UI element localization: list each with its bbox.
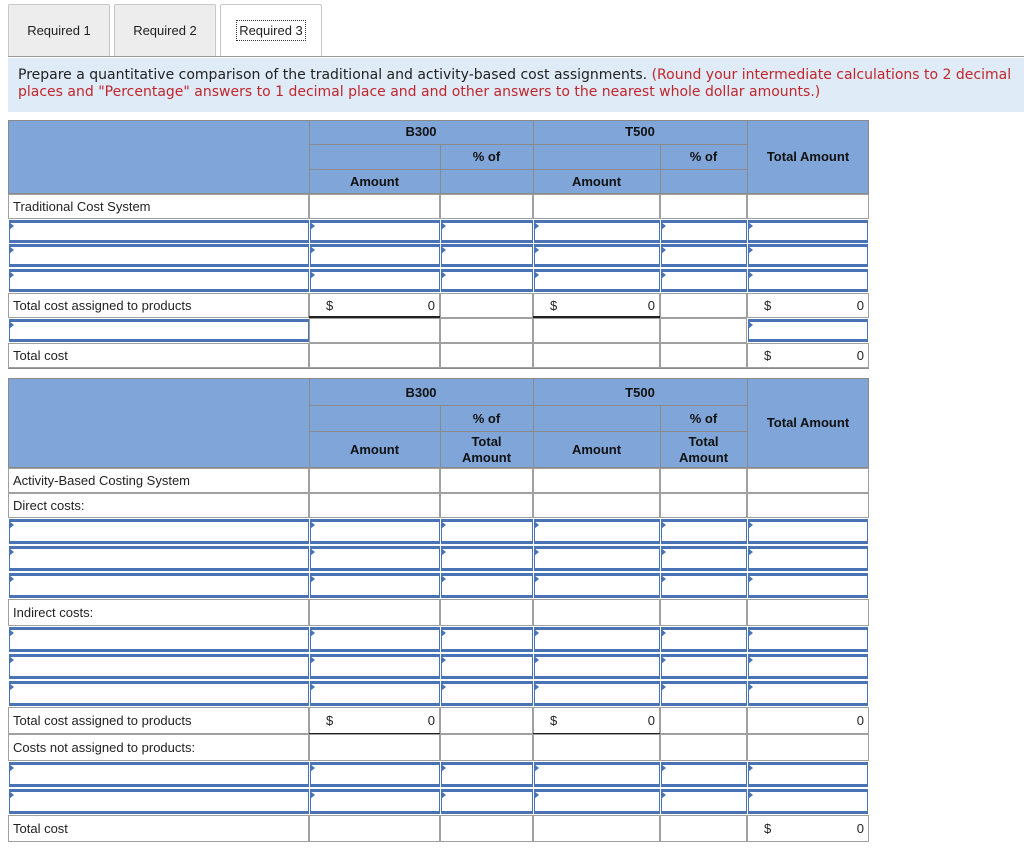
b300-pct-input[interactable] xyxy=(441,654,533,679)
empty-cell xyxy=(309,493,440,518)
t500-pct-input[interactable] xyxy=(661,627,747,652)
b300-amount-input[interactable] xyxy=(310,654,440,679)
b300-pct-input[interactable] xyxy=(441,573,533,598)
currency-symbol: $ xyxy=(764,821,772,836)
empty-cell xyxy=(440,343,533,368)
total-amount-input[interactable] xyxy=(748,627,868,652)
t500-amount-input[interactable] xyxy=(534,244,660,267)
t500-amount-header: Amount xyxy=(571,442,622,457)
cost-label-input[interactable] xyxy=(9,319,309,342)
total-cost-cell xyxy=(747,815,869,842)
cost-label-input[interactable] xyxy=(9,519,309,544)
b300-pct-input[interactable] xyxy=(441,244,533,267)
total-amount-input[interactable] xyxy=(748,269,868,292)
t500-amount-header: Amount xyxy=(571,174,622,189)
empty-cell xyxy=(309,318,440,343)
empty-cell xyxy=(440,468,533,493)
t500-total-value: 0 xyxy=(647,298,655,313)
tab-required-3[interactable] xyxy=(220,4,322,56)
cost-label-input[interactable] xyxy=(9,546,309,571)
empty-cell xyxy=(747,734,869,761)
empty-cell xyxy=(440,815,533,842)
empty-cell xyxy=(660,343,747,368)
t500-pct-input[interactable] xyxy=(661,519,747,544)
header-divider xyxy=(309,431,747,432)
empty-cell xyxy=(660,468,747,493)
empty-cell xyxy=(533,468,660,493)
b300-amount-input[interactable] xyxy=(310,546,440,571)
grand-total-cell xyxy=(747,293,869,318)
t500-total-cell xyxy=(533,293,660,318)
total-amount-header: Total Amount xyxy=(766,149,850,164)
b300-total-value: 0 xyxy=(427,713,435,728)
total-amount-header: Total Amount xyxy=(766,415,850,430)
empty-cell xyxy=(660,194,747,219)
cost-label-input[interactable] xyxy=(9,762,309,787)
b300-pct-input[interactable] xyxy=(441,681,533,706)
t500-pct-total-header xyxy=(660,434,747,466)
b300-amount-input[interactable] xyxy=(310,627,440,652)
empty-cell xyxy=(440,734,533,761)
b300-pct-input[interactable] xyxy=(441,627,533,652)
tab-required-2[interactable] xyxy=(114,4,216,56)
t500-pct-header: % of xyxy=(689,149,718,164)
empty-cell xyxy=(309,343,440,368)
t500-pct-input[interactable] xyxy=(661,244,747,267)
total-cost-value: 0 xyxy=(856,348,864,363)
total-amount-input[interactable] xyxy=(748,319,868,342)
instruction-text: Prepare a quantitative comparison of the traditional and activity-based cost assignments. xyxy=(18,67,648,83)
pct-total-line-1: Total xyxy=(471,434,502,449)
b300-pct-total-header xyxy=(440,434,533,466)
empty-cell xyxy=(660,599,747,626)
b300-pct-input[interactable] xyxy=(441,762,533,787)
cost-label-input[interactable] xyxy=(9,789,309,814)
row-divider xyxy=(8,368,869,369)
grand-total-value: 0 xyxy=(856,713,864,728)
empty-cell xyxy=(533,343,660,368)
empty-cell xyxy=(660,815,747,842)
t500-pct-input[interactable] xyxy=(661,762,747,787)
costs-not-assigned-label: Costs not assigned to products: xyxy=(13,740,196,755)
b300-amount-input[interactable] xyxy=(310,269,440,292)
empty-cell xyxy=(440,194,533,219)
traditional-system-label: Traditional Cost System xyxy=(13,199,151,214)
empty-cell xyxy=(747,194,869,219)
t500-amount-input[interactable] xyxy=(534,654,660,679)
t500-header: T500 xyxy=(625,124,655,139)
empty-cell xyxy=(747,599,869,626)
t500-pct-input[interactable] xyxy=(661,220,747,243)
instruction-box xyxy=(8,58,1024,112)
currency-symbol: $ xyxy=(764,298,772,313)
label-cell xyxy=(8,293,309,318)
t500-amount-input[interactable] xyxy=(534,220,660,243)
t500-amount-input[interactable] xyxy=(534,681,660,706)
tab-divider xyxy=(8,56,1024,57)
empty-cell xyxy=(533,318,660,343)
label-cell xyxy=(8,194,309,219)
empty-cell xyxy=(440,707,533,734)
pct-total-line-2: Amount xyxy=(678,450,729,465)
empty-cell xyxy=(660,293,747,318)
total-amount-input[interactable] xyxy=(748,762,868,787)
t500-pct-input[interactable] xyxy=(661,654,747,679)
empty-cell xyxy=(309,815,440,842)
empty-cell xyxy=(440,293,533,318)
label-cell xyxy=(8,343,309,368)
total-amount-input[interactable] xyxy=(748,244,868,267)
b300-amount-input[interactable] xyxy=(310,519,440,544)
empty-cell xyxy=(747,493,869,518)
total-amount-input[interactable] xyxy=(748,546,868,571)
empty-cell xyxy=(660,493,747,518)
label-cell xyxy=(8,599,309,626)
b300-pct-input[interactable] xyxy=(441,546,533,571)
total-cost-cell xyxy=(747,343,869,368)
total-cost-value: 0 xyxy=(856,821,864,836)
b300-amount-input[interactable] xyxy=(310,762,440,787)
b300-amount-input[interactable] xyxy=(310,789,440,814)
b300-amount-input[interactable] xyxy=(310,244,440,267)
b300-amount-header: Amount xyxy=(349,442,400,457)
empty-cell xyxy=(440,318,533,343)
header-divider xyxy=(309,405,747,406)
pct-total-line-1: Total xyxy=(688,434,719,449)
b300-pct-header: % of xyxy=(472,149,501,164)
t500-pct-header: % of xyxy=(689,411,718,426)
abc-system-label: Activity-Based Costing System xyxy=(13,473,191,488)
empty-cell xyxy=(309,194,440,219)
t500-header: T500 xyxy=(625,385,655,400)
tab-required-3-label: Required 3 xyxy=(239,23,303,38)
t500-pct-input[interactable] xyxy=(661,681,747,706)
total-amount-input[interactable] xyxy=(748,654,868,679)
b300-header: B300 xyxy=(405,124,437,139)
empty-cell xyxy=(747,468,869,493)
t500-pct-input[interactable] xyxy=(661,573,747,598)
tab-required-1-label: Required 1 xyxy=(27,23,91,38)
label-cell xyxy=(8,815,309,842)
cost-label-input[interactable] xyxy=(9,244,309,267)
b300-amount-input[interactable] xyxy=(310,681,440,706)
tab-required-2-label: Required 2 xyxy=(133,23,197,38)
cost-label-input[interactable] xyxy=(9,220,309,243)
total-amount-input[interactable] xyxy=(748,519,868,544)
b300-amount-input[interactable] xyxy=(310,573,440,598)
currency-symbol: $ xyxy=(764,348,772,363)
empty-cell xyxy=(440,599,533,626)
total-amount-input[interactable] xyxy=(748,573,868,598)
total-amount-input[interactable] xyxy=(748,789,868,814)
empty-cell xyxy=(533,599,660,626)
empty-cell xyxy=(533,493,660,518)
empty-cell xyxy=(660,318,747,343)
t500-pct-input[interactable] xyxy=(661,269,747,292)
b300-total-cell xyxy=(309,293,440,318)
grand-total-value: 0 xyxy=(856,298,864,313)
t500-pct-input[interactable] xyxy=(661,546,747,571)
b300-pct-header: % of xyxy=(472,411,501,426)
total-amount-input[interactable] xyxy=(748,220,868,243)
cost-label-input[interactable] xyxy=(9,573,309,598)
header-divider xyxy=(309,144,747,145)
t500-amount-input[interactable] xyxy=(534,789,660,814)
cost-label-input[interactable] xyxy=(9,269,309,292)
b300-total-cell xyxy=(309,707,440,734)
b300-pct-input[interactable] xyxy=(441,220,533,243)
abc-total-cost-label: Total cost xyxy=(13,821,68,836)
total-amount-input[interactable] xyxy=(748,681,868,706)
empty-cell xyxy=(309,734,440,761)
currency-symbol: $ xyxy=(550,298,558,313)
b300-pct-input[interactable] xyxy=(441,519,533,544)
b300-amount-input[interactable] xyxy=(310,220,440,243)
b300-amount-header: Amount xyxy=(349,174,400,189)
pct-total-line-2: Amount xyxy=(461,450,512,465)
cost-label-input[interactable] xyxy=(9,627,309,652)
t500-amount-input[interactable] xyxy=(534,627,660,652)
empty-cell xyxy=(660,734,747,761)
traditional-total-cost-label: Total cost xyxy=(13,348,68,363)
t500-amount-input[interactable] xyxy=(534,573,660,598)
label-cell xyxy=(8,493,309,518)
label-cell xyxy=(8,734,309,761)
cost-label-input[interactable] xyxy=(9,654,309,679)
currency-symbol: $ xyxy=(550,713,558,728)
t500-total-value: 0 xyxy=(647,713,655,728)
empty-cell xyxy=(309,599,440,626)
empty-cell xyxy=(533,815,660,842)
t500-amount-input[interactable] xyxy=(534,269,660,292)
b300-total-value: 0 xyxy=(427,298,435,313)
cost-label-input[interactable] xyxy=(9,681,309,706)
empty-cell xyxy=(660,707,747,734)
direct-costs-label: Direct costs: xyxy=(13,498,85,513)
header-divider xyxy=(309,169,747,170)
traditional-total-assigned-label: Total cost assigned to products xyxy=(13,298,192,313)
currency-symbol: $ xyxy=(326,713,334,728)
t500-amount-input[interactable] xyxy=(534,519,660,544)
currency-symbol: $ xyxy=(326,298,334,313)
label-cell xyxy=(8,707,309,734)
indirect-costs-label: Indirect costs: xyxy=(13,605,94,620)
empty-cell xyxy=(309,468,440,493)
b300-pct-input[interactable] xyxy=(441,269,533,292)
empty-cell xyxy=(440,493,533,518)
empty-cell xyxy=(533,734,660,761)
t500-pct-input[interactable] xyxy=(661,789,747,814)
t500-amount-input[interactable] xyxy=(534,762,660,787)
abc-total-assigned-label: Total cost assigned to products xyxy=(13,713,192,728)
grand-total-cell xyxy=(747,707,869,734)
label-cell xyxy=(8,468,309,493)
t500-total-cell xyxy=(533,707,660,734)
tab-required-1[interactable] xyxy=(8,4,110,56)
instruction-note: (Round your intermediate calculations to 2 decimal places and "Percentage" answers to 1 decimal place and and other answers to the nearest whole dollar amounts.) xyxy=(18,67,1012,100)
t500-amount-input[interactable] xyxy=(534,546,660,571)
b300-header: B300 xyxy=(405,385,437,400)
b300-pct-input[interactable] xyxy=(441,789,533,814)
empty-cell xyxy=(533,194,660,219)
